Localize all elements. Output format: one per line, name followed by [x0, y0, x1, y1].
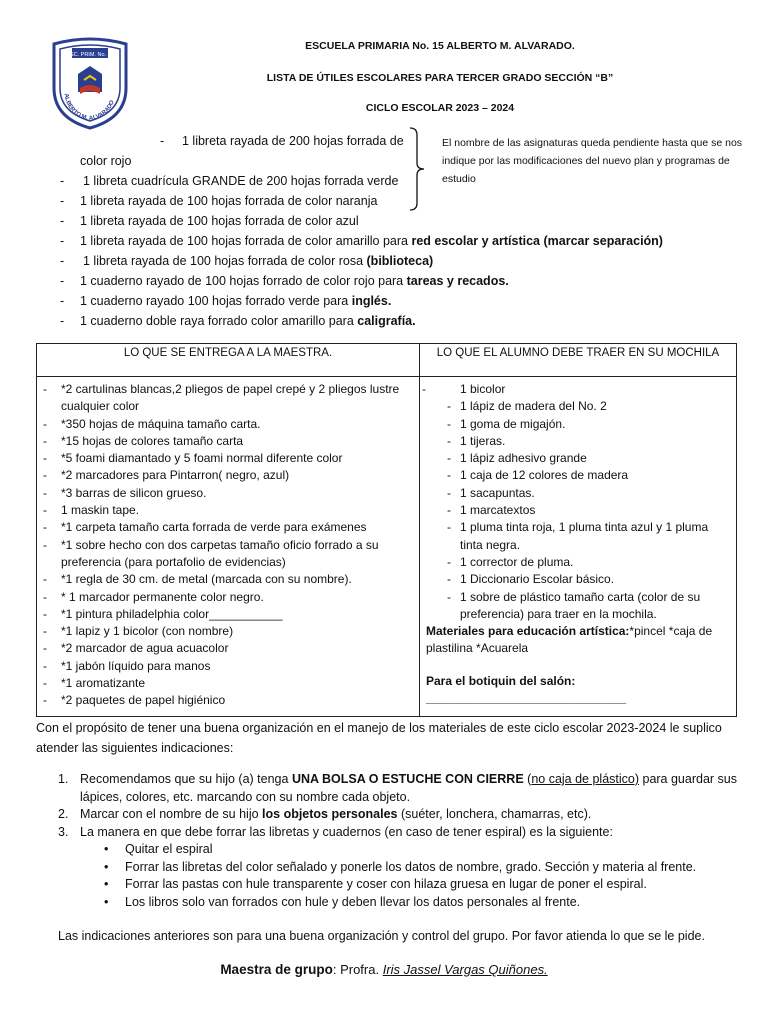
- backpack-item: - 1 corrector de pluma.: [447, 554, 574, 569]
- backpack-item: - 1 bicolor: [422, 382, 506, 396]
- list-item: - 1 cuaderno rayado de 100 hojas forrado de color rojo para tareas y recados.: [60, 274, 509, 288]
- backpack-item: - 1 lápiz de madera del No. 2: [447, 399, 607, 414]
- curly-brace-icon: [408, 127, 426, 211]
- teacher-item: - *5 foami diamantado y 5 foami normal diferente color: [43, 451, 343, 466]
- bullet-item: • Forrar las libretas del color señalado y ponerle los datos de nombre, grado. Sección y materia al frente.: [104, 859, 697, 874]
- teacher-item: - *2 cartulinas blancas,2 pliegos de papel crepé y 2 pliegos lustre cualquier color: [43, 382, 400, 414]
- list-item: - 1 cuaderno rayado 100 hojas forrado verde para inglés.: [60, 294, 392, 308]
- teacher-item: - *2 marcador de agua acuacolor: [43, 641, 229, 656]
- teacher-items-column: [37, 377, 420, 717]
- teacher-item: - *1 carpeta tamaño carta forrada de verde para exámenes: [43, 520, 367, 535]
- instruction-item: 1. Recomendamos que su hijo (a) tenga UNA BOLSA O ESTUCHE CON CIERRE (no caja de plástico) para guardar sus lápices, colores, etc. marcando con su nombre cada objeto.: [58, 772, 737, 804]
- teacher-item: - *2 marcadores para Pintarron( negro, azul): [43, 468, 290, 483]
- backpack-item: - 1 sacapuntas.: [447, 485, 535, 500]
- teacher-item: - * 1 marcador permanente color negro.: [43, 589, 264, 604]
- instruction-item: 3. La manera en que debe forrar las libretas y cuadernos (en caso de tener espiral) es la siguiente:: [58, 824, 613, 839]
- school-logo: [50, 36, 130, 130]
- teacher-item: - *1 lapiz y 1 bicolor (con nombre): [43, 624, 234, 639]
- teacher-item: - *1 pintura philadelphia color___________: [43, 606, 283, 621]
- backpack-item: - 1 caja de 12 colores de madera: [447, 468, 629, 483]
- bullet-item: • Quitar el espiral: [104, 842, 213, 856]
- list-item: - 1 libreta rayada de 200 hojas forrada de: [160, 134, 404, 148]
- closing-paragraph: Las indicaciones anteriores son para una buena organización y control del grupo. Por favor atienda lo que se le pide.: [58, 929, 705, 943]
- backpack-item: - 1 Diccionario Escolar básico.: [447, 572, 615, 587]
- list-item: - 1 libreta rayada de 100 hojas forrada de color rosa (biblioteca): [60, 254, 434, 268]
- bullet-item: • Forrar las pastas con hule transparente y coser con hilaza gruesa en lugar de poner el espiral.: [104, 877, 647, 891]
- art-materials: Materiales para educación artística:*pincel *caja de plastilina *Acuarela: [426, 624, 713, 656]
- intro-paragraph: Con el propósito de tener una buena organización en el manejo de los materiales de este ciclo escolar 2023-2024 le suplico atender las siguientes indicaciones:: [36, 721, 722, 755]
- list-item: - 1 libreta rayada de 100 hojas forrada de color azul: [60, 214, 359, 228]
- teacher-item: - 1 maskin tape.: [43, 503, 140, 518]
- signature-line: Maestra de grupo: Profra. Iris Jassel Vargas Quiñones.: [220, 962, 548, 977]
- instructions-list: [58, 771, 758, 911]
- teacher-item: - *3 barras de silicon grueso.: [43, 485, 207, 500]
- list-item: - 1 libreta rayada de 100 hojas forrada de color amarillo para red escolar y artística (marcar separación): [60, 234, 663, 248]
- teacher-item: - *350 hojas de máquina tamaño carta.: [43, 416, 261, 431]
- backpack-item: - 1 tijeras.: [447, 433, 506, 448]
- backpack-item: - 1 sobre de plástico tamaño carta (color de su preferencia) para traer en la mochila.: [447, 589, 701, 621]
- school-name: ESCUELA PRIMARIA No. 15 ALBERTO M. ALVARADO.: [305, 40, 575, 52]
- logo-text-ring: ALBERTO M. ALVARADO: [62, 93, 116, 123]
- backpack-item: - 1 pluma tinta roja, 1 pluma tinta azul y 1 pluma tinta negra.: [447, 520, 709, 552]
- bullet-item: • Los libros solo van forrados con hule y deben llevar los datos personales al frente.: [104, 894, 581, 909]
- teacher-item: - *15 hojas de colores tamaño carta: [43, 433, 244, 448]
- teacher-item: - *1 regla de 30 cm. de metal (marcada con su nombre).: [43, 572, 352, 587]
- backpack-item: - 1 goma de migajón.: [447, 416, 566, 431]
- backpack-item: - 1 lápiz adhesivo grande: [447, 451, 587, 466]
- list-item-continuation: color rojo: [80, 154, 132, 168]
- backpack-items-column: [420, 377, 737, 717]
- school-cycle: CICLO ESCOLAR 2023 – 2024: [365, 102, 515, 114]
- logo-text-top: ESC. PRIM. No. 15: [66, 52, 114, 58]
- teacher-item: - *1 sobre hecho con dos carpetas tamaño oficio forrado a su preferencia (para portafolio de evidencias): [43, 537, 379, 569]
- first-aid-line: ______________________________: [426, 691, 627, 706]
- side-note: El nombre de las asignaturas queda pendiente hasta que se nos indique por las modificaciones del nuevo plan y programas de estudio: [442, 137, 743, 185]
- supplies-table: [36, 343, 737, 717]
- teacher-item: - *1 aromatizante: [43, 676, 146, 691]
- list-item: - 1 libreta cuadrícula GRANDE de 200 hojas forrada verde: [60, 174, 399, 188]
- instruction-item: 2. Marcar con el nombre de su hijo los objetos personales (suéter, lonchera, chamarras, etc).: [58, 807, 592, 821]
- teacher-item: - *1 jabón líquido para manos: [43, 658, 211, 673]
- list-item: - 1 libreta rayada de 100 hojas forrada de color naranja: [60, 194, 378, 208]
- list-title: LISTA DE ÚTILES ESCOLARES PARA TERCER GRADO SECCIÓN “B”: [266, 72, 614, 84]
- backpack-item: - 1 marcatextos: [447, 503, 536, 518]
- teacher-item: - *2 paquetes de papel higiénico: [43, 693, 226, 708]
- first-aid-label: Para el botiquin del salón:: [426, 673, 576, 688]
- table-header-backpack: LO QUE EL ALUMNO DEBE TRAER EN SU MOCHILA: [420, 344, 737, 377]
- table-header-teacher: LO QUE SE ENTREGA A LA MAESTRA.: [37, 344, 420, 377]
- list-item: - 1 cuaderno doble raya forrado color amarillo para caligrafía.: [60, 314, 416, 328]
